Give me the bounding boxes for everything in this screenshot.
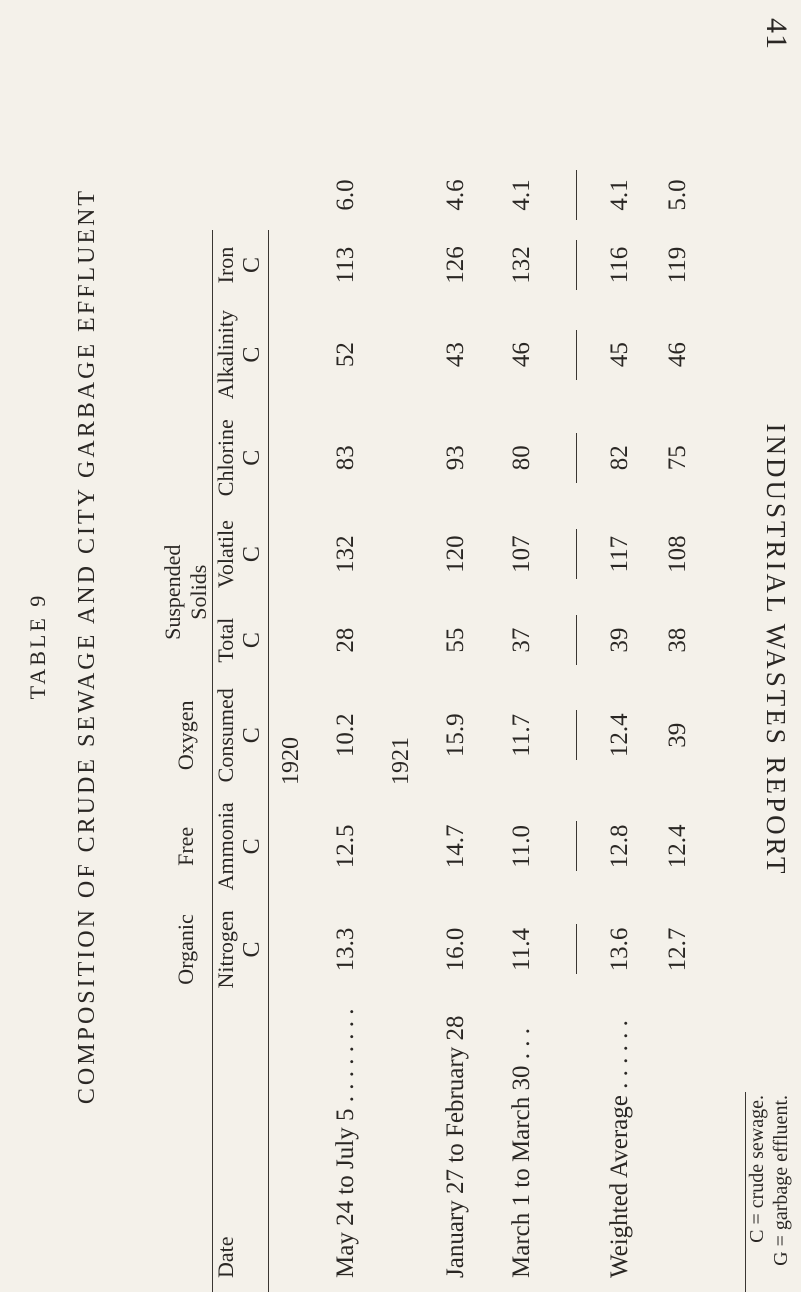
letter: C [239, 941, 265, 958]
col-total-sub: Total [213, 602, 240, 678]
col-oxygen-top: Oxygen [173, 700, 198, 771]
letter: C [239, 346, 265, 363]
cell: 11.7 [508, 713, 535, 757]
dash-rule [576, 170, 577, 220]
row-date: May 24 to July 5 . . . . . . . . [332, 1008, 359, 1278]
cell: 132 [332, 535, 359, 573]
table-row-final [645, 160, 711, 1292]
cell: 12.7 [664, 927, 691, 972]
row-date: January 27 to February 28 [442, 1015, 469, 1278]
col-alkalinity-sub: Alkalinity [213, 300, 240, 409]
cell: 11.4 [508, 928, 535, 971]
dash-rule [576, 710, 577, 760]
dash-rule [576, 529, 577, 579]
dash-rule [576, 615, 577, 665]
col-date-header: Date [213, 999, 240, 1292]
cell: 13.6 [606, 927, 633, 972]
letter: C [239, 546, 265, 563]
cell: 43 [442, 342, 469, 368]
separator-row [555, 160, 595, 1292]
table-row [423, 160, 489, 1292]
letter: C [239, 257, 265, 274]
letter: C [239, 838, 265, 855]
letter: C [239, 727, 265, 744]
cell: 83 [332, 445, 359, 471]
year-row [269, 160, 314, 1292]
dash-rule [576, 330, 577, 380]
cell: 38 [664, 627, 691, 653]
col-organic-top: Organic [173, 914, 198, 985]
cell: 107 [508, 535, 535, 573]
col-iron-sub: Iron [213, 230, 240, 300]
cell: 15.9 [442, 713, 469, 758]
header-row-sub [213, 160, 240, 1292]
cell: 46 [508, 342, 535, 368]
cell: 117 [606, 535, 633, 573]
letter: C [239, 449, 265, 466]
suspended-solids-header: Suspended Solids [160, 544, 211, 640]
table-number: TABLE 9 [25, 592, 50, 700]
cell: 14.7 [442, 824, 469, 869]
year-label: 1921 [387, 737, 414, 786]
cell: 12.8 [606, 824, 633, 869]
header-row-top [160, 160, 213, 1292]
cell: 12.4 [664, 824, 691, 869]
col-chlorine-sub: Chlorine [213, 409, 240, 506]
cell: 126 [442, 246, 469, 284]
table-row-weighted-average [595, 160, 645, 1292]
cell: 4.1 [508, 179, 535, 211]
cell: 55 [442, 627, 469, 653]
year-row [379, 160, 423, 1292]
cell: 119 [664, 246, 691, 284]
cell: 28 [332, 627, 359, 653]
page-number: 41 [760, 18, 793, 50]
col-volatile-sub: Volatile [213, 506, 240, 602]
cell: 16.0 [442, 927, 469, 972]
cell: 13.3 [332, 927, 359, 972]
cell: 46 [664, 342, 691, 368]
table-row [313, 160, 379, 1292]
cell: 132 [508, 246, 535, 284]
cell: 120 [442, 535, 469, 573]
running-title: INDUSTRIAL WASTES REPORT [761, 423, 791, 877]
row-date: March 1 to March 30 . . . [508, 1028, 535, 1278]
col-nitrogen-sub: Nitrogen [213, 900, 240, 998]
cell: 10.2 [332, 713, 359, 758]
cell: 116 [606, 246, 633, 284]
cell: 12.4 [606, 713, 633, 758]
col-ammonia-sub: Ammonia [213, 792, 240, 900]
cell: 4.6 [442, 179, 469, 211]
cell: 4.1 [606, 179, 633, 211]
cell: 108 [664, 535, 691, 573]
col-consumed-sub: Consumed [213, 678, 240, 792]
cell: 5.0 [664, 179, 691, 211]
cell: 39 [606, 627, 633, 653]
cell: 45 [606, 342, 633, 368]
row-date: Weighted Average . . . . . . [606, 1020, 633, 1278]
dash-rule [576, 924, 577, 974]
header-row-letters [239, 160, 266, 1292]
cell: 12.5 [332, 824, 359, 869]
dash-rule [576, 240, 577, 290]
cell: 93 [442, 445, 469, 471]
year-label: 1920 [277, 737, 304, 786]
dash-rule [576, 433, 577, 483]
col-free-top: Free [173, 826, 198, 866]
cell: 113 [332, 246, 359, 284]
composition-table [160, 160, 711, 1292]
cell: 11.0 [508, 824, 535, 868]
cell: 39 [664, 722, 691, 748]
cell: 75 [664, 445, 691, 471]
cell: 52 [332, 342, 359, 368]
table-row [489, 160, 555, 1292]
footnote-g: G = garbage effluent. [770, 1095, 792, 1266]
cell: 6.0 [332, 179, 359, 211]
cell: 80 [508, 445, 535, 471]
letter: C [239, 632, 265, 649]
table-caption: COMPOSITION OF CRUDE SEWAGE AND CITY GARBAGE EFFLUENT [74, 187, 100, 1105]
cell: 82 [606, 445, 633, 471]
footnote-c: C = crude sewage. [746, 1095, 768, 1243]
dash-rule [576, 821, 577, 871]
cell: 37 [508, 627, 535, 653]
